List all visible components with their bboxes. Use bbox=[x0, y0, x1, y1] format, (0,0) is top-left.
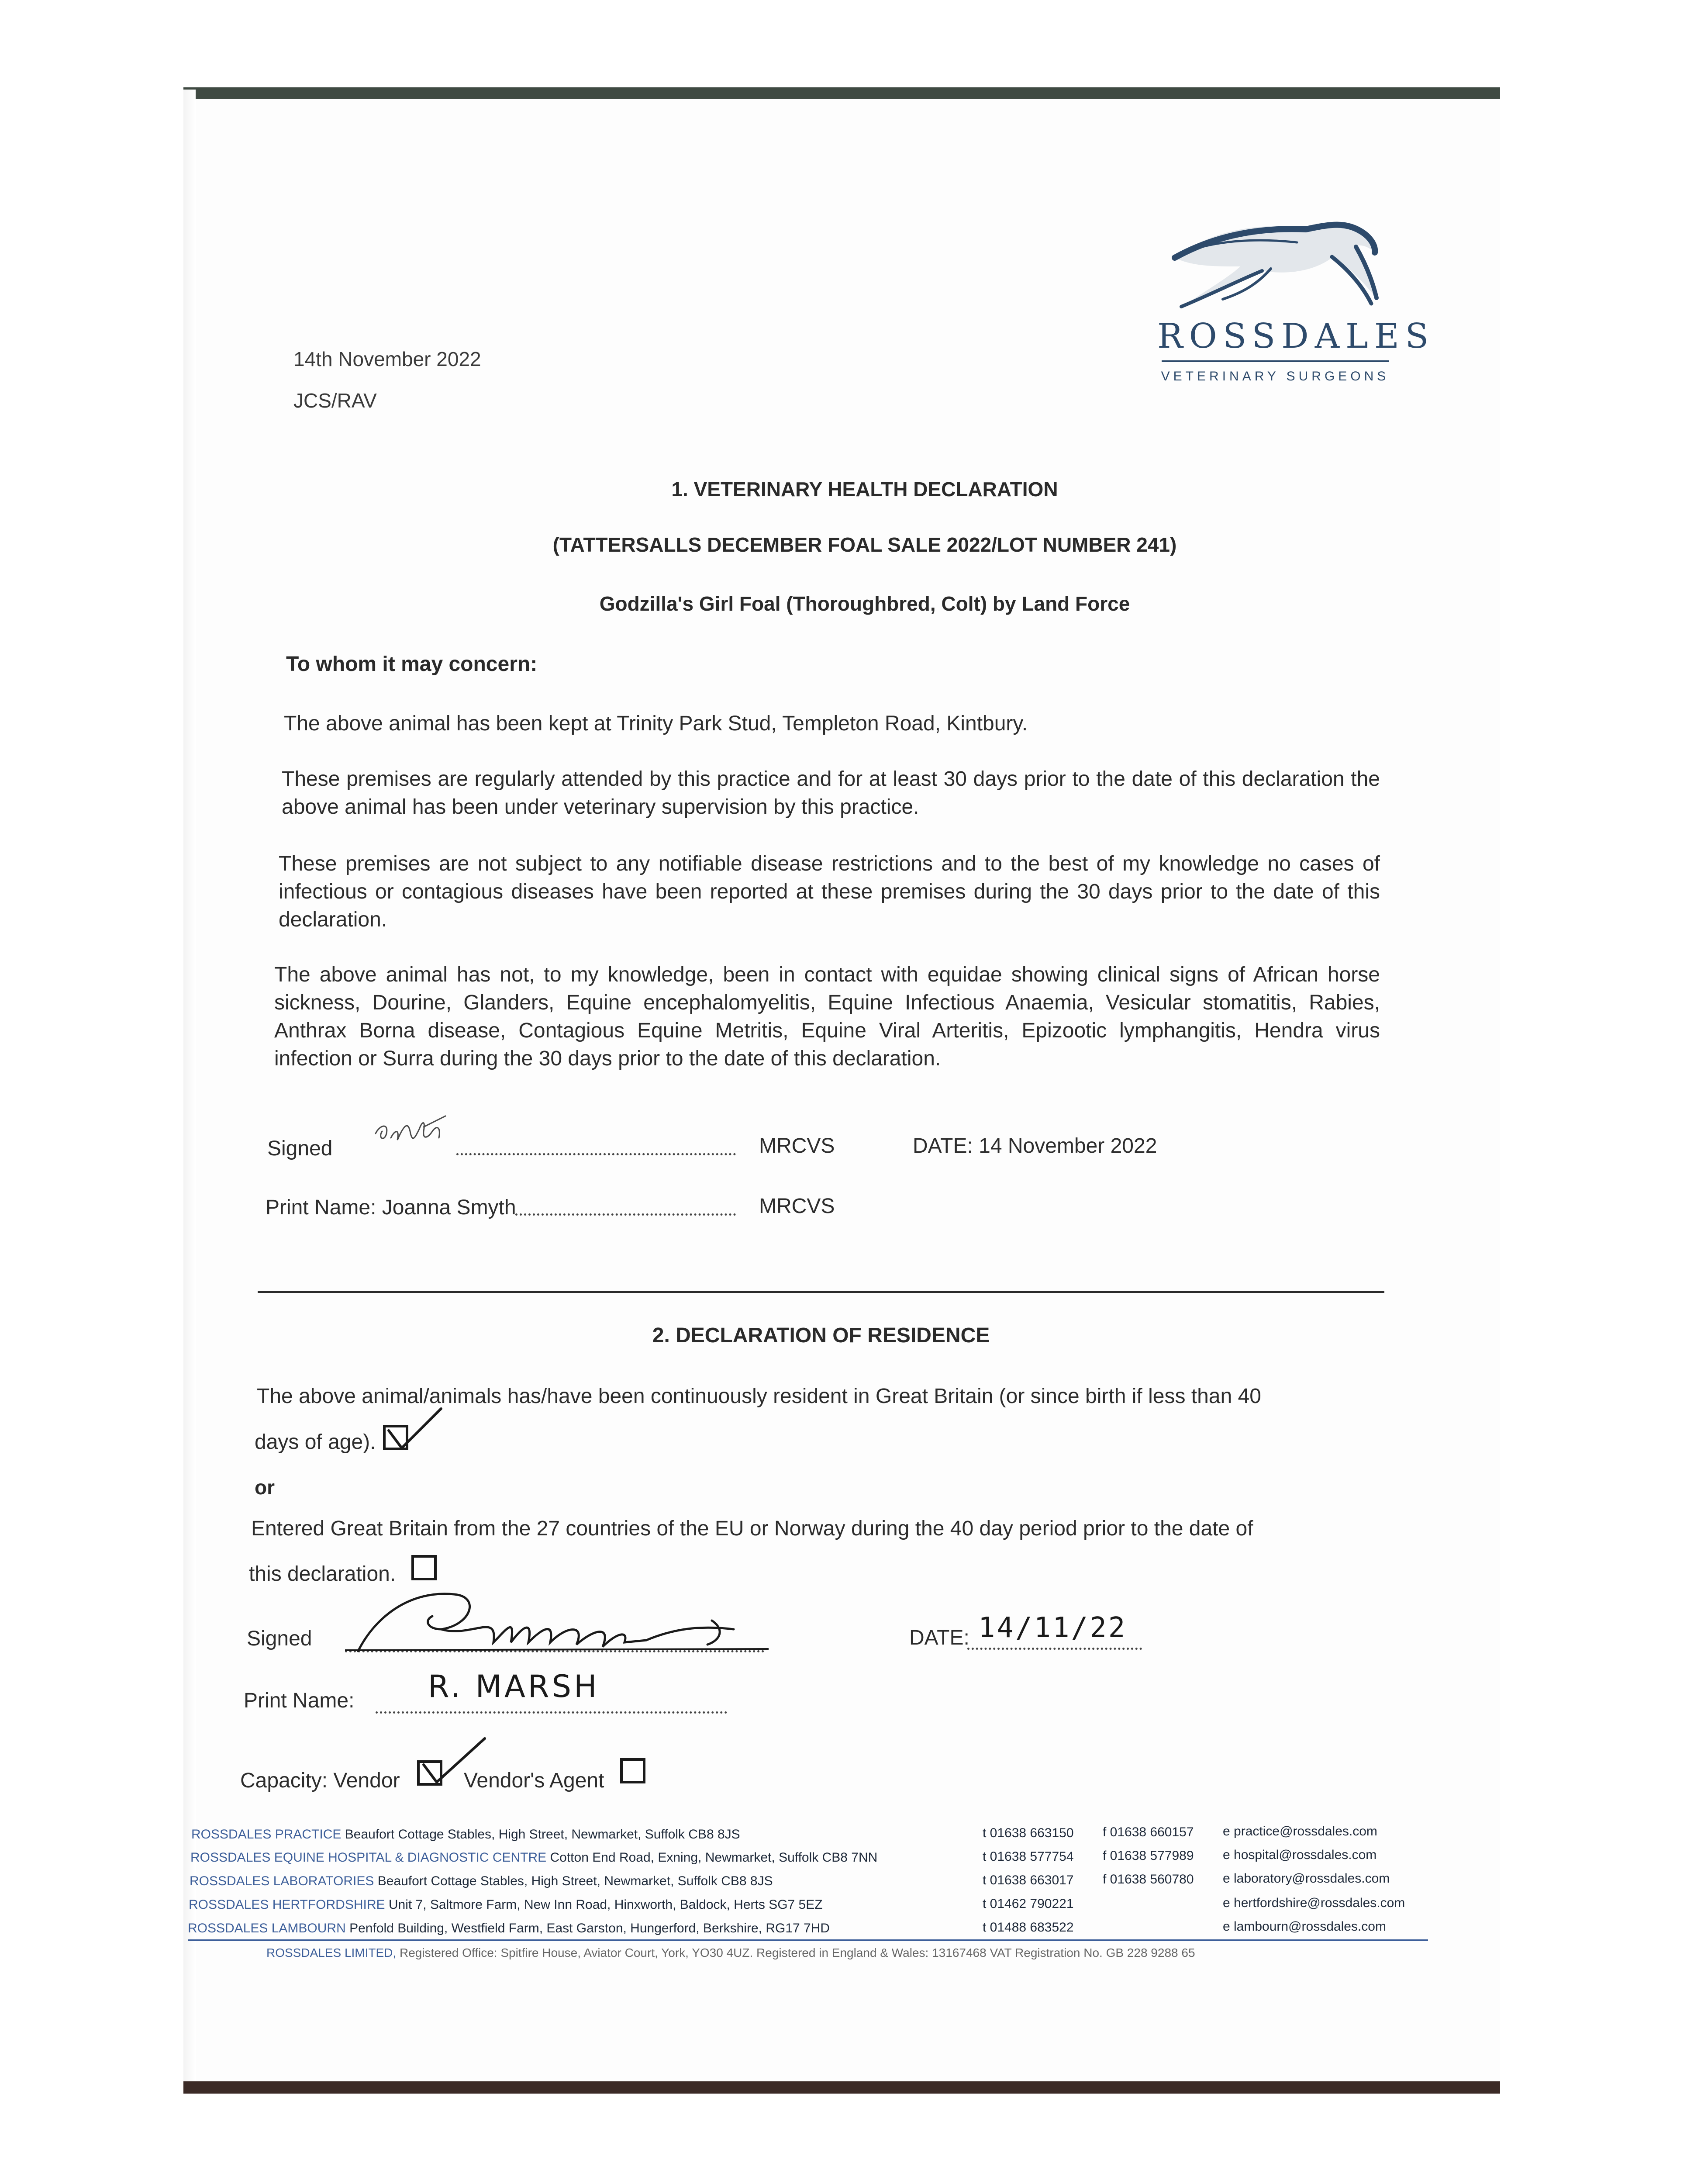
salutation: To whom it may concern: bbox=[286, 653, 538, 676]
footer-rule bbox=[188, 1939, 1428, 1941]
check-mark-icon bbox=[384, 1404, 445, 1452]
or-label: or bbox=[255, 1476, 275, 1499]
footer-brand: ROSSDALES PRACTICE bbox=[191, 1827, 342, 1842]
handwritten-date: 14/11/22 bbox=[978, 1612, 1127, 1644]
section-divider bbox=[258, 1291, 1384, 1293]
signature-marsh bbox=[341, 1564, 769, 1660]
footer-email-hospital[interactable]: e hospital@rossdales.com bbox=[1223, 1848, 1377, 1862]
scan-shadow-left bbox=[183, 90, 196, 2090]
footer-row-hertfordshire bbox=[189, 1897, 823, 1912]
footer-row-hospital bbox=[190, 1850, 877, 1865]
footer-tel-lambourn: t 01488 683522 bbox=[983, 1920, 1074, 1935]
footer-brand: ROSSDALES LABORATORIES bbox=[190, 1874, 374, 1888]
residence-option-1: The above animal/animals has/have been continuously resident in Great Britain (or since birth if less than 40 bbox=[257, 1385, 1261, 1408]
footer-address: Unit 7, Saltmore Farm, New Inn Road, Hinxworth, Baldock, Herts SG7 5EZ bbox=[388, 1897, 823, 1912]
scan-shadow-top bbox=[183, 87, 1500, 99]
animal-description: Godzilla's Girl Foal (Thoroughbred, Colt) by Land Force bbox=[599, 592, 1130, 615]
footer-address: Beaufort Cottage Stables, High Street, Newmarket, Suffolk CB8 8JS bbox=[377, 1874, 773, 1888]
paragraph-restrictions: These premises are not subject to any notifiable disease restrictions and to the best of my knowledge no cases of infectious or contagious diseases have been reported at these premises during the 30 days prior to the date of this declaration. bbox=[279, 852, 1380, 931]
letter-reference: JCS/RAV bbox=[293, 389, 377, 412]
handwritten-print-name: R. MARSH bbox=[428, 1669, 600, 1704]
footer-email-laboratories[interactable]: e laboratory@rossdales.com bbox=[1223, 1871, 1390, 1886]
footer-tel-hertfordshire: t 01462 790221 bbox=[983, 1897, 1074, 1911]
logo-wordmark: ROSSDALES bbox=[1157, 317, 1435, 356]
residence-option-2-cont: this declaration. bbox=[249, 1562, 396, 1586]
print-name-1: Print Name: Joanna Smyth bbox=[266, 1196, 516, 1219]
print-name-line-2 bbox=[376, 1711, 727, 1714]
footer-fax-practice: f 01638 660157 bbox=[1103, 1825, 1194, 1839]
date-label-2: DATE: bbox=[909, 1626, 969, 1649]
paragraph-premises: The above animal has been kept at Trinity Park Stud, Templeton Road, Kintbury. bbox=[284, 712, 1028, 735]
paragraph-contact: The above animal has not, to my knowledge, been in contact with equidae showing clinical signs of African horse sickness, Dourine, Glanders, Equine encephalomyelitis, Equine Infectious Anaemia, Vesicular stomatitis, Rabies, Anthrax Borna disease, Contagious Equine Metritis, Equine Viral Arteritis, Epizootic lymphangitis, Hendra virus infection or Surra during the 30 days prior to the date of this declaration. bbox=[274, 963, 1380, 1070]
footer-address: Cotton End Road, Exning, Newmarket, Suffolk CB8 7NN bbox=[550, 1850, 878, 1865]
logo-rule bbox=[1162, 360, 1389, 362]
footer-row-lambourn bbox=[188, 1921, 830, 1936]
footer-tel-laboratories: t 01638 663017 bbox=[983, 1873, 1074, 1887]
paragraph-supervision: These premises are regularly attended by this practice and for at least 30 days prior to the date of this declaration the above animal has been under veterinary supervision by this practice. bbox=[282, 767, 1380, 819]
footer-row-laboratories bbox=[190, 1874, 773, 1889]
footer-email-lambourn[interactable]: e lambourn@rossdales.com bbox=[1223, 1919, 1386, 1934]
footer-address: Beaufort Cottage Stables, High Street, Newmarket, Suffolk CB8 8JS bbox=[345, 1827, 740, 1842]
footer-tel-hospital: t 01638 577754 bbox=[983, 1849, 1074, 1864]
signed-label-1: Signed bbox=[267, 1137, 333, 1160]
mrcvs-label-1: MRCVS bbox=[759, 1134, 835, 1158]
checkbox-vendors-agent[interactable] bbox=[620, 1758, 645, 1783]
footer-email-practice[interactable]: e practice@rossdales.com bbox=[1223, 1824, 1377, 1838]
footer-row-practice bbox=[191, 1827, 740, 1842]
letter-date: 14th November 2022 bbox=[293, 348, 481, 370]
vendors-agent-label: Vendor's Agent bbox=[464, 1769, 604, 1792]
footer-brand: ROSSDALES EQUINE HOSPITAL & DIAGNOSTIC CENTRE bbox=[190, 1850, 547, 1865]
section2-title: 2. DECLARATION OF RESIDENCE bbox=[652, 1324, 990, 1347]
footer-company-text: Registered Office: Spitfire House, Aviator Court, York, YO30 4UZ. Registered in England & Wales: 13167468 VAT Registration No. GB 228 9288 65 bbox=[399, 1946, 1195, 1959]
horse-logo-icon bbox=[1157, 205, 1384, 319]
footer-brand: ROSSDALES LAMBOURN bbox=[188, 1921, 346, 1935]
footer-fax-hospital: f 01638 577989 bbox=[1103, 1849, 1194, 1863]
section1-subtitle: (TATTERSALLS DECEMBER FOAL SALE 2022/LOT NUMBER 241) bbox=[552, 533, 1177, 556]
mrcvs-label-2: MRCVS bbox=[759, 1195, 835, 1218]
print-name-2-label: Print Name: bbox=[244, 1689, 355, 1712]
footer-company-line bbox=[266, 1946, 1195, 1960]
signature-smyth bbox=[371, 1107, 459, 1155]
capacity-vendor-label: Capacity: Vendor bbox=[240, 1769, 400, 1792]
scan-shadow-bottom bbox=[183, 2081, 1500, 2094]
print-name-line-1 bbox=[515, 1213, 736, 1216]
footer-tel-practice: t 01638 663150 bbox=[983, 1826, 1074, 1840]
section1-title: 1. VETERINARY HEALTH DECLARATION bbox=[671, 478, 1058, 501]
signature-line-1 bbox=[456, 1153, 736, 1155]
footer-fax-laboratories: f 01638 560780 bbox=[1103, 1872, 1194, 1887]
footer-address: Penfold Building, Westfield Farm, East Garston, Hungerford, Berkshire, RG17 7HD bbox=[349, 1921, 830, 1935]
logo-tagline: VETERINARY SURGEONS bbox=[1161, 369, 1390, 384]
residence-option-2: Entered Great Britain from the 27 countries of the EU or Norway during the 40 day period prior to the date of bbox=[251, 1517, 1253, 1540]
footer-email-hertfordshire[interactable]: e hertfordshire@rossdales.com bbox=[1223, 1896, 1405, 1910]
declaration-date-1: DATE: 14 November 2022 bbox=[913, 1134, 1157, 1158]
footer-company-brand: ROSSDALES LIMITED, bbox=[266, 1946, 397, 1959]
footer-brand: ROSSDALES HERTFORDSHIRE bbox=[189, 1897, 385, 1912]
residence-option-1-cont: days of age). bbox=[255, 1431, 376, 1454]
signed-label-2: Signed bbox=[247, 1627, 312, 1650]
date-line-2 bbox=[967, 1648, 1142, 1650]
